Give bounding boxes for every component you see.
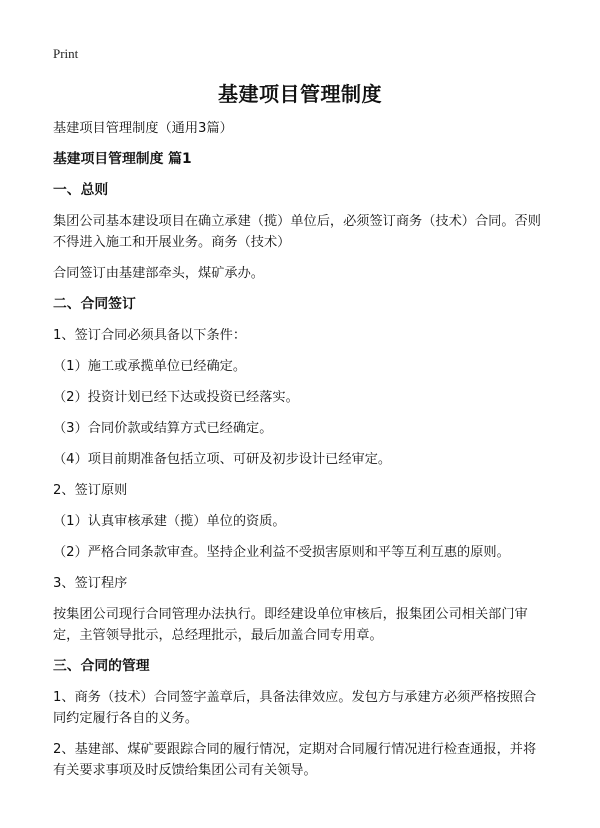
print-label: Print (53, 46, 79, 61)
section-heading-contract-management: 三、合同的管理 (53, 658, 150, 674)
list-item: 2、签订原则 (53, 483, 128, 498)
document-title: 基建项目管理制度 (218, 82, 382, 106)
list-item: 3、签订程序 (53, 576, 128, 591)
list-item: （1）认真审核承建（揽）单位的资质。 (53, 514, 286, 529)
article-heading: 基建项目管理制度 篇1 (53, 151, 192, 167)
section-heading-contract-signing: 二、合同签订 (53, 296, 136, 312)
document-body (53, 118, 548, 791)
paragraph: 1、商务（技术）合同签字盖章后，具备法律效应。发包方与承建方必须严格按照合同约定履行各自的义务。 (53, 690, 537, 726)
paragraph: 2、基建部、煤矿要跟踪合同的履行情况，定期对合同履行情况进行检查通报，并将有关要求事项及时反馈给集团公司有关领导。 (53, 742, 537, 778)
list-item: （4）项目前期准备包括立项、可研及初步设计已经审定。 (53, 452, 392, 467)
list-item: （1）施工或承揽单位已经确定。 (53, 359, 247, 374)
list-item: （3）合同价款或结算方式已经确定。 (53, 421, 273, 436)
list-item: 1、签订合同必须具备以下条件： (53, 328, 247, 343)
section-heading-general: 一、总则 (53, 182, 109, 198)
list-item: （2）严格合同条款审查。坚持企业利益不受损害原则和平等互利互惠的原则。 (53, 545, 510, 560)
list-item: （2）投资计划已经下达或投资已经落实。 (53, 390, 299, 405)
paragraph: 按集团公司现行合同管理办法执行。即经建设单位审核后，报集团公司相关部门审定，主管领导批示，总经理批示，最后加盖合同专用章。 (53, 607, 528, 643)
document-subtitle: 基建项目管理制度（通用3篇） (53, 121, 233, 136)
paragraph: 集团公司基本建设项目在确立承建（揽）单位后，必须签订商务（技术）合同。否则不得进入施工和开展业务。商务（技术） (53, 214, 541, 250)
paragraph: 合同签订由基建部牵头，煤矿承办。 (53, 266, 264, 281)
